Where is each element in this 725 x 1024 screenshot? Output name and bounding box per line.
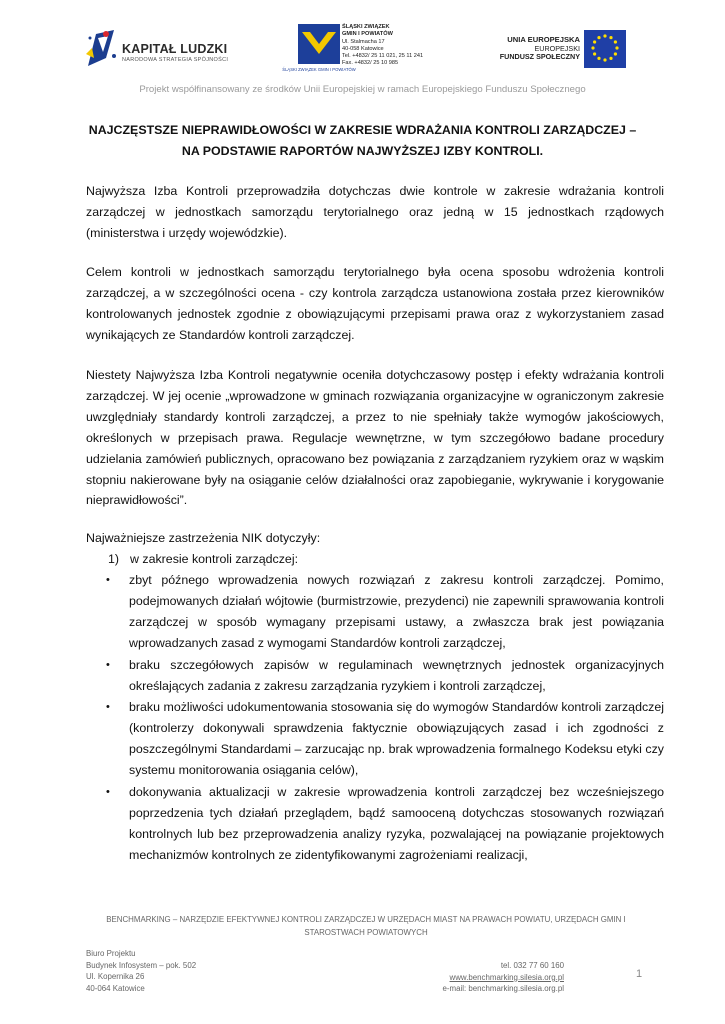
list-item-text: dokonywania aktualizacji w zakresie wprowadzenia kontroli zarządczej bez wcześniejszego poprzedzenia tych działań przeglądem, bądź samooceną dotychczas stosowanych rozwiązań kontrolnych lub bez przeprowadzenia analizy ryzyka, pozwalającej na powiązanie projektowych mechanizmów kontrolnych ze zidentyfikowanymi zagrożeniami realizacji, <box>129 785 664 862</box>
kapital-ludzki-subtitle: NARODOWA STRATEGIA SPÓJNOŚCI <box>122 57 229 63</box>
findings-intro: Najważniejsze zastrzeżenia NIK dotyczyły: <box>86 531 321 545</box>
footer-title-line2: STAROSTWACH POWIATOWYCH <box>304 928 428 937</box>
eu-text <box>500 36 580 62</box>
page-title: NAJCZĘSTSZE NIEPRAWIDŁOWOŚCI W ZAKRESIE WDRAŻANIA KONTROLI ZARZĄDCZEJ – NA PODSTAWIE RAPORTÓW NAJWYŻSZEJ IZBY KONTROLI. <box>88 123 637 158</box>
paragraph-3: Niestety Najwyższa Izba Kontroli negatywnie oceniła dotychczasowy postęp i efekty wdrażania kontroli zarządczej. W jej ocenie „wprowadzone w gminach rozwiązania organizacyjne w ograniczonym zakresie uwzględniały standardy kontroli zarządczej, a przez to nie spełniały także wymogów jakościowych, określonych w przepisach prawa. Regulacje wewnętrzne, w tym szczegółowo badane procedury udzielania zamówień publicznych, opracowano bez powiązania z zarządzaniem ryzykiem oraz w wąskim stopniu nakierowane były na osiąganie celów działalności oraz zapobieganie, wykrywanie i korygowanie nieprawidłowości”. <box>86 368 664 508</box>
numbered-item-text: w zakresie kontroli zarządczej: <box>130 552 299 566</box>
list-item-text: braku możliwości udokumentowania stosowania się do wymogów Standardów kontroli zarządczej (kontrolerzy dokonywali sprawdzenia faktycznie obowiązujących zasad i ich zgodności z poszczególnymi Standardami – zarzucając np. brak wprowadzenia formalnego Kodeksu etyki czy systemu monitorowania osiągania celów), <box>129 700 664 778</box>
footer-title <box>86 913 646 939</box>
zwiazek-city: 40-058 Katowice <box>342 45 384 52</box>
list-item <box>106 655 664 697</box>
list-item <box>106 697 664 781</box>
footer-city: 40-064 Katowice <box>86 984 145 994</box>
zwiazek-street: Ul. Stalmacha 17 <box>342 38 385 45</box>
letterhead <box>0 0 725 110</box>
bullet-icon: • <box>106 658 110 671</box>
kapital-ludzki-title: KAPITAŁ LUDZKI <box>122 42 228 56</box>
findings-list <box>106 570 664 867</box>
kapital-ludzki-logo <box>84 24 234 76</box>
eu-stars-icon <box>584 30 626 68</box>
footer-building: Budynek Infosystem – pok. 502 <box>86 960 197 970</box>
numbered-item-marker: 1) <box>108 552 120 566</box>
footer-tel: tel. 032 77 60 160 <box>500 961 564 970</box>
bullet-icon: • <box>106 786 110 799</box>
footer-email: e-mail: benchmarking.silesia.org.pl <box>442 984 564 994</box>
list-item-text: braku szczegółowych zapisów w regulaminach wewnętrznych jednostek organizacyjnych określających zadania z zakresu zarządzania ryzykiem i kontroli zarządczej, <box>129 657 664 693</box>
bullet-icon: • <box>106 701 110 714</box>
list-item <box>106 570 664 654</box>
zwiazek-emblem-icon <box>282 24 356 78</box>
footer-address <box>86 948 196 995</box>
zwiazek-logo <box>282 24 448 80</box>
footer-website-link[interactable]: www.benchmarking.silesia.org.pl <box>449 972 564 982</box>
footer-street: Ul. Kopernika 26 <box>86 972 145 982</box>
zwiazek-fax: Fax. +4832/ 25 10 985 <box>342 60 399 67</box>
footer-title-line1: BENCHMARKING – NARZĘDZIE EFEKTYWNEJ KONTROLI ZARZĄDCZEJ W URZĘDACH MIAST NA PRAWACH POWIATU, URZĘDACH GMIN I <box>106 915 626 924</box>
zwiazek-logo-caption: ŚLĄSKI ZWIĄZEK GMIN I POWIATÓW <box>282 67 356 72</box>
zwiazek-name-line2: GMIN I POWIATÓW <box>342 31 393 38</box>
cofinancing-note: Projekt współfinansowany ze środków Unii Europejskiej w ramach Europejskiego Funduszu Społecznego <box>139 84 586 95</box>
numbered-item-1 <box>108 549 298 569</box>
kapital-ludzki-emblem-icon <box>84 28 118 68</box>
list-item <box>106 782 664 866</box>
eu-logo <box>496 30 646 74</box>
zwiazek-name-line1: ŚLĄSKI ZWIĄZEK <box>342 24 390 30</box>
list-item-text: zbyt późnego wprowadzenia nowych rozwiązań z zakresu kontroli zarządczej. Pomimo, podejmowanych działań wójtowie (burmistrzowie, prezydenci) nie zapewnili sprawowania kontroli zarządczej w sposób wymagany przepisami ustawy, a zwłaszcza brak jest powiązania wprowadzanych zasad z wymogami Standardów kontroli zarządczej, <box>129 573 664 650</box>
footer-office: Biuro Projektu <box>86 949 136 958</box>
zwiazek-tel: Tel. +4832/ 25 11 021, 25 11 241 <box>342 53 424 60</box>
paragraph-1: Najwyższa Izba Kontroli przeprowadziła dotychczas dwie kontrole w zakresie wdrażania kontroli zarządczej w jednostkach samorządu terytorialnego oraz jedną w 15 jednostkach rządowych (ministerstwa i urzędy wojewódzkie). <box>86 184 664 240</box>
page-number: 1 <box>636 968 643 980</box>
eu-flag-icon <box>584 30 626 68</box>
zwiazek-address <box>342 24 423 68</box>
eu-line2: EUROPEJSKI <box>534 43 580 53</box>
eu-line3: FUNDUSZ SPOŁECZNY <box>499 52 580 62</box>
eu-line1: UNIA EUROPEJSKA <box>507 35 580 44</box>
paragraph-2: Celem kontroli w jednostkach samorządu terytorialnego była ocena sposobu wdrożenia kontroli zarządczej, a w szczególności ocena - czy kontrola zarządcza ustanowiona została przez kierowników kontrolowanych jednostek zgodnie z obowiązującymi przepisami prawa oraz z wykorzystaniem zasad wynikających ze Standardów kontroli zarządczej. <box>86 265 664 342</box>
footer-contact <box>443 960 564 995</box>
bullet-icon: • <box>106 574 110 586</box>
